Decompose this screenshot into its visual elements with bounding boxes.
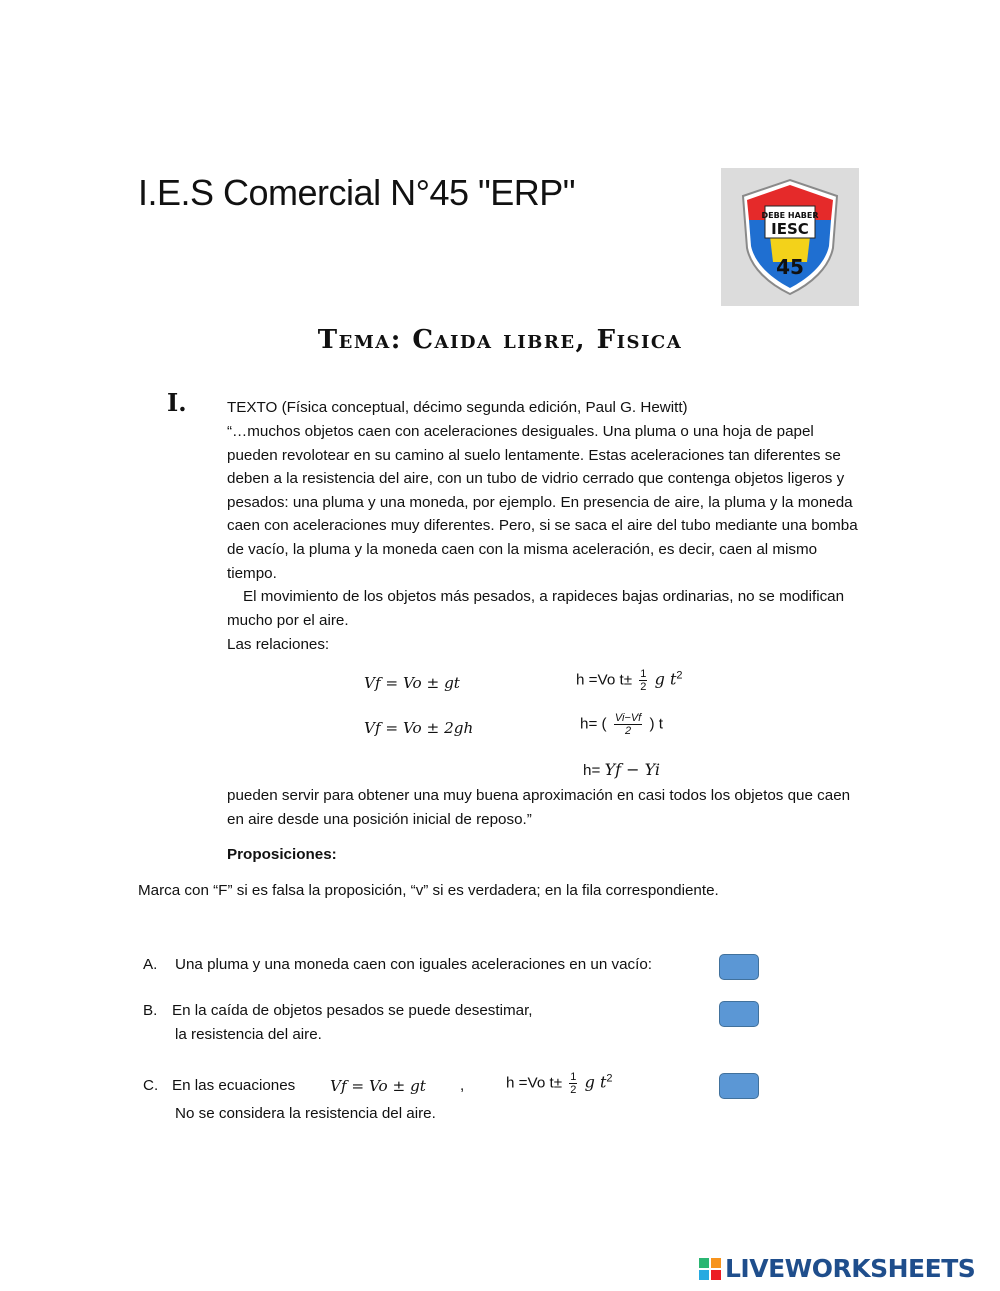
proposition-c-formula-left: Vf = Vo ± gt: [330, 1077, 426, 1095]
paragraph-2: El movimiento de los objetos más pesados, a rapideces bajas ordinarias, no se modifican mucho por el aire.: [227, 588, 845, 629]
fraction-num: 1: [640, 668, 647, 680]
formula-2-right-prefix: h= (: [580, 715, 607, 733]
formula-3-expr: Yf − Yi: [604, 760, 661, 779]
formula-3-prefix: h=: [583, 762, 601, 779]
proposition-c-letter: C.: [143, 1077, 159, 1094]
proposition-c-text: En las ecuaciones: [172, 1077, 296, 1094]
school-title: I.E.S Comercial N°45 "ERP": [138, 172, 576, 213]
fraction-num: Vi−Vf: [614, 712, 642, 724]
fraction-den: 2: [570, 1084, 577, 1096]
fraction-den: 2: [640, 681, 647, 693]
school-shield-logo: [721, 168, 859, 306]
fraction-vi-vf: [614, 712, 642, 737]
formula-3: [583, 760, 660, 779]
logo-line2: IESC: [771, 220, 809, 238]
closing-text: pueden servir para obtener una muy buena aproximación en casi todos los objetos que caen en aire desde una posición inicial de reposo.”: [227, 787, 851, 828]
paragraph-1: “…muchos objetos caen con aceleraciones desiguales. Una pluma o una hoja de papel pueden revolotear en su camino al suelo lentamente. Estas aceleraciones tan diferentes se deben a la resistencia del aire, con un tubo de vidrio cerrado que contenga objetos ligeros y pesados: una pluma y una moneda, por ejemplo. En presencia de aire, la pluma y la moneda caen con aceleraciones muy diferentes. Pero, si se saca el aire del tubo mediante una bomba de vacío, la pluma y la moneda caen con la misma aceleración, es decir, caen al mismo tiempo.: [227, 423, 858, 582]
proposition-a-text: Una pluma y una moneda caen con iguales aceleraciones en un vacío:: [175, 956, 653, 973]
answer-box-a[interactable]: [719, 954, 759, 980]
exponent: 2: [676, 669, 683, 682]
fraction-half: [639, 668, 647, 693]
fraction-den: 2: [624, 725, 632, 737]
section-number: I.: [167, 388, 187, 417]
logo-line1: DEBE HABER: [761, 211, 819, 220]
liveworksheets-logo-icon: [698, 1257, 722, 1281]
proposition-c-text-2: No se considera la resistencia del aire.: [175, 1105, 436, 1122]
shield-logo-icon: [721, 168, 859, 306]
formula-1-right-prefix: h =Vo t±: [576, 671, 633, 689]
formula-1-left: Vf = Vo ± gt: [364, 674, 460, 692]
exponent: 2: [606, 1072, 613, 1085]
fraction-num: 1: [570, 1071, 577, 1083]
formula-2-left: Vf = Vo ± 2gh: [364, 719, 474, 737]
formula-1-right: [576, 668, 683, 693]
formula-right-suffix: g t: [584, 1072, 607, 1092]
logo-line3: 45: [776, 255, 804, 279]
formula-1-right-suffix: g t: [654, 669, 677, 689]
formula-2-right: [580, 712, 663, 737]
fraction-half: [569, 1071, 577, 1096]
proposition-b-text: En la caída de objetos pesados se puede desestimar,: [172, 1002, 533, 1019]
proposition-b-text-2: la resistencia del aire.: [175, 1026, 322, 1043]
brand-name: LIVEWORKSHEETS: [725, 1254, 976, 1283]
proposition-a-letter: A.: [143, 956, 158, 973]
proposition-b-letter: B.: [143, 1002, 158, 1019]
proposition-c-comma: ,: [460, 1077, 465, 1094]
formula-2-right-suffix: ) t: [649, 715, 663, 733]
topic-title: Tema: Caida libre, Fisica: [317, 325, 683, 355]
propositions-heading: Proposiciones:: [227, 846, 337, 863]
relations-label: Las relaciones:: [227, 636, 330, 653]
proposition-c-formula-right: [506, 1071, 613, 1096]
liveworksheets-brand: [698, 1254, 975, 1283]
source-text: TEXTO (Física conceptual, décimo segunda edición, Paul G. Hewitt): [227, 399, 688, 416]
instruction-text: Marca con “F” si es falsa la proposición, “v” si es verdadera; en la fila correspondiente.: [138, 882, 719, 899]
formula-right-prefix: h =Vo t±: [506, 1074, 563, 1092]
answer-box-c[interactable]: [719, 1073, 759, 1099]
answer-box-b[interactable]: [719, 1001, 759, 1027]
